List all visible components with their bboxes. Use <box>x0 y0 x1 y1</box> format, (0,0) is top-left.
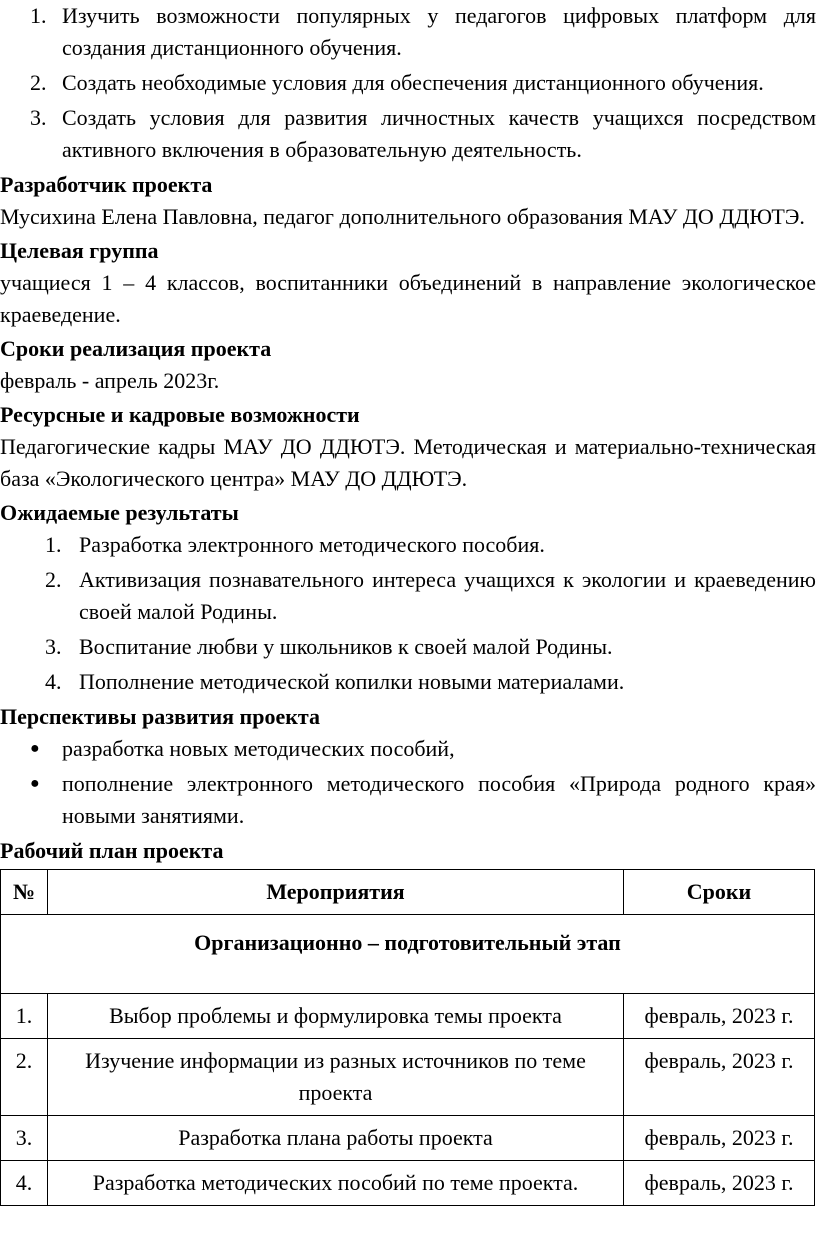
list-item <box>0 666 816 698</box>
item-text: разработка новых методических пособий, <box>62 736 455 761</box>
item-number: 3. <box>30 105 47 130</box>
stage-row <box>1 915 815 994</box>
item-number: 1. <box>30 3 47 28</box>
tasks-list <box>0 0 816 166</box>
list-item <box>0 67 816 99</box>
table-row <box>1 1116 815 1161</box>
item-number: 1. <box>45 532 62 557</box>
list-item <box>0 564 816 628</box>
plan-table <box>0 869 815 1206</box>
item-number: 2. <box>45 567 62 592</box>
row-event: Разработка методических пособий по теме проекта. <box>48 1161 624 1206</box>
item-text: Активизация познавательного интереса учащихся к экологии и краеведению своей малой Родины. <box>79 567 816 624</box>
row-num: 1. <box>1 994 48 1039</box>
column-header-event: Мероприятия <box>48 870 624 915</box>
resources-heading: Ресурсные и кадровые возможности <box>0 402 360 427</box>
list-item <box>0 0 816 64</box>
item-text: Изучить возможности популярных у педагогов цифровых платформ для создания дистанционного обучения. <box>62 3 816 60</box>
resources-text: Педагогические кадры МАУ ДО ДДЮТЭ. Методическая и материально-техническая база «Экологического центра» МАУ ДО ДДЮТЭ. <box>0 434 816 491</box>
bullet-icon: ● <box>30 740 40 757</box>
table-row <box>1 1161 815 1206</box>
row-num: 4. <box>1 1161 48 1206</box>
developer-text: Мусихина Елена Павловна, педагог дополнительного образования МАУ ДО ДДЮТЭ. <box>0 204 805 229</box>
item-number: 3. <box>45 634 62 659</box>
table-row <box>1 994 815 1039</box>
item-text: Разработка электронного методического пособия. <box>79 532 545 557</box>
developer-heading: Разработчик проекта <box>0 172 213 197</box>
target-group-heading: Целевая группа <box>0 238 159 263</box>
item-number: 2. <box>30 70 47 95</box>
row-event: Разработка плана работы проекта <box>48 1116 624 1161</box>
row-date: февраль, 2023 г. <box>624 1039 815 1116</box>
prospects-list <box>0 733 816 832</box>
list-item <box>0 529 816 561</box>
target-group-text: учащиеся 1 – 4 классов, воспитанники объединений в направление экологическое краеведение. <box>0 270 816 327</box>
stage-title: Организационно – подготовительный этап <box>1 915 815 994</box>
row-date: февраль, 2023 г. <box>624 1161 815 1206</box>
prospects-heading: Перспективы развития проекта <box>0 704 320 729</box>
row-event: Выбор проблемы и формулировка темы проекта <box>48 994 624 1039</box>
item-text: Пополнение методической копилки новыми материалами. <box>79 669 625 694</box>
row-num: 2. <box>1 1039 48 1116</box>
item-text: Создать необходимые условия для обеспечения дистанционного обучения. <box>62 70 764 95</box>
item-text: Создать условия для развития личностных качеств учащихся посредством активного включения в образовательную деятельность. <box>62 105 816 162</box>
timeline-heading: Сроки реализация проекта <box>0 336 272 361</box>
results-heading: Ожидаемые результаты <box>0 500 239 525</box>
list-item <box>0 733 816 765</box>
row-date: февраль, 2023 г. <box>624 1116 815 1161</box>
row-date: февраль, 2023 г. <box>624 994 815 1039</box>
column-header-num: № <box>1 870 48 915</box>
table-header-row <box>1 870 815 915</box>
item-number: 4. <box>45 669 62 694</box>
list-item <box>0 102 816 166</box>
timeline-text: февраль - апрель 2023г. <box>0 368 220 393</box>
list-item <box>0 768 816 832</box>
plan-heading: Рабочий план проекта <box>0 838 224 863</box>
results-list <box>0 529 816 698</box>
row-event: Изучение информации из разных источников по теме проекта <box>48 1039 624 1116</box>
list-item <box>0 631 816 663</box>
column-header-date: Сроки <box>624 870 815 915</box>
table-row <box>1 1039 815 1116</box>
row-num: 3. <box>1 1116 48 1161</box>
item-text: Воспитание любви у школьников к своей малой Родины. <box>79 634 613 659</box>
bullet-icon: ● <box>30 775 40 792</box>
item-text: пополнение электронного методического пособия «Природа родного края» новыми занятиями. <box>62 771 816 828</box>
